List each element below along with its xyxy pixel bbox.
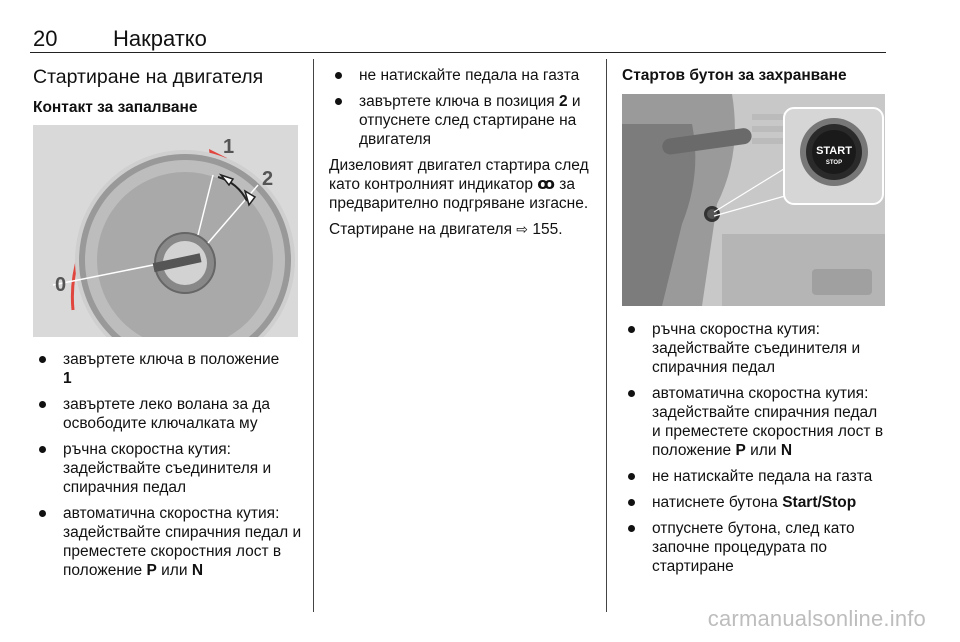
list-item: ръчна скоростна кутия: задействайте съединителя и спирачния педал [33, 440, 303, 497]
bullet-icon [335, 98, 342, 105]
bullet-icon [628, 390, 635, 397]
start-button-steps [622, 320, 890, 583]
bullet-icon [628, 473, 635, 480]
bullet-icon [628, 525, 635, 532]
bullet-icon [628, 499, 635, 506]
section-title: Стартиране на двигателя [33, 66, 264, 88]
position-label-0: 0 [55, 274, 67, 296]
ignition-subtitle: Контакт за запалване [33, 99, 198, 116]
start-steps-continued [329, 66, 597, 246]
list-item: не натискайте педала на газта [329, 66, 597, 85]
list-item: автоматична скоростна кутия: задействайте спирачния педал и преместете скоростния лост в положение P или N [33, 504, 303, 580]
list-item: завъртете ключа в позиция 2 и отпуснете след стартиране на двигателя [329, 92, 597, 149]
cross-reference: Стартиране на двигателя ⇨ 155. [329, 221, 563, 238]
list-item: автоматична скоростна кутия: задействайте спирачния педал и преместете скоростния лост в положение P или N [622, 384, 890, 460]
page-number: 20 [33, 26, 58, 51]
bullet-icon [335, 72, 342, 79]
bullet-icon [39, 356, 46, 363]
list-item: не натискайте педала на газта [622, 467, 890, 486]
position-label-2: 2 [262, 168, 274, 190]
column-divider [606, 59, 607, 612]
list-item: натиснете бутона Start/Stop [622, 493, 890, 512]
bullet-icon [39, 401, 46, 408]
start-button-figure [622, 94, 885, 306]
bullet-icon [628, 326, 635, 333]
start-button-subtitle: Стартов бутон за захранване [622, 67, 847, 84]
list-item: ръчна скоростна кутия: задействайте съединителя и спирачния педал [622, 320, 890, 377]
list-item: завъртете леко волана за да освободите ключалката му [33, 395, 303, 433]
list-item: завъртете ключа в положение 1 [33, 350, 303, 388]
ignition-figure [33, 125, 298, 337]
start-label: START [816, 145, 852, 157]
stop-label: STOP [825, 160, 843, 166]
start-button-illustration [622, 94, 885, 306]
preheat-indicator-icon: ꝏ [537, 176, 555, 193]
list-item: отпуснете бутона, след като започне процедурата по стартиране [622, 519, 890, 576]
watermark: carmanualsonline.info [707, 606, 926, 631]
header-rule [30, 52, 886, 53]
bullet-icon [39, 446, 46, 453]
column-divider [313, 59, 314, 612]
running-head: Накратко [113, 26, 207, 51]
diesel-paragraph: Дизеловият двигател стартира след като контролният индикатор ꝏ за предварително подгряване изгасне. [329, 157, 589, 212]
bullet-icon [39, 510, 46, 517]
ignition-steps [33, 350, 303, 587]
ignition-switch-illustration [33, 125, 298, 337]
position-label-1: 1 [223, 136, 235, 158]
page-reference-icon: ⇨ [516, 221, 529, 237]
